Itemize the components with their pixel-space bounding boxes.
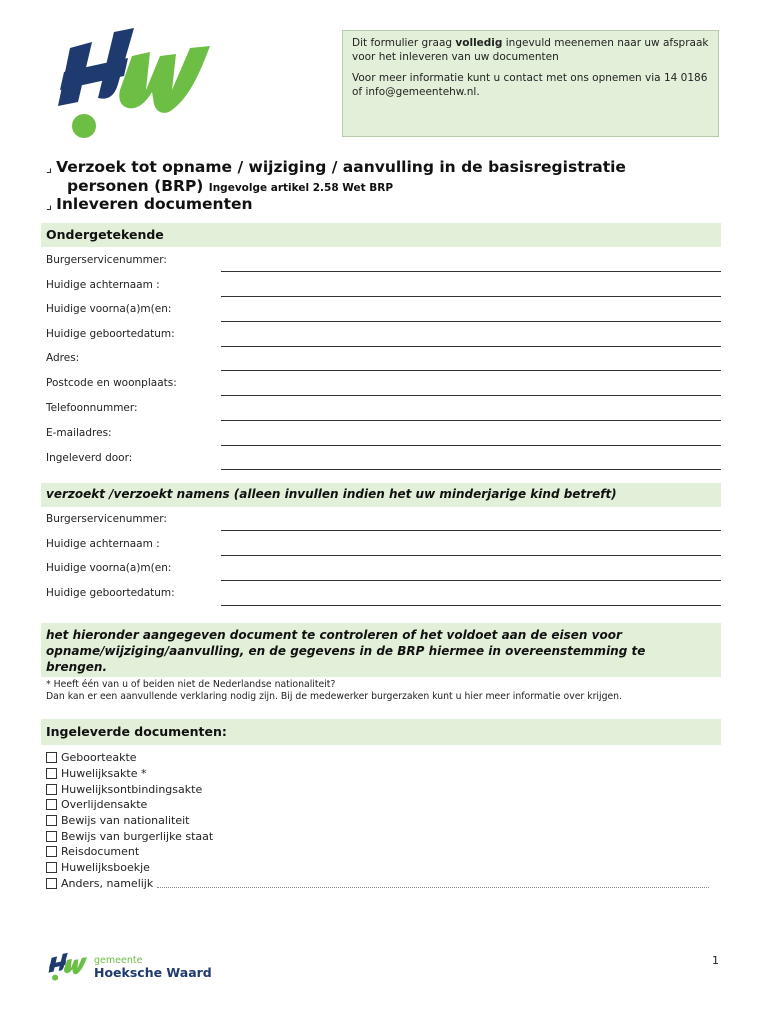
document-option-reisdocument[interactable]: Reisdocument — [46, 844, 709, 860]
checkbox[interactable] — [46, 815, 57, 826]
checkbox[interactable] — [46, 878, 57, 889]
field-input-line[interactable] — [221, 346, 721, 347]
field-label: Telefoonnummer: — [46, 402, 138, 414]
section-header-documenten: Ingeleverde documenten: — [41, 719, 721, 745]
document-option-huwelijksakte[interactable]: Huwelijksakte * — [46, 766, 709, 782]
field-label: E-mailadres: — [46, 427, 112, 439]
field-input-line[interactable] — [221, 420, 721, 421]
info-line-2: Voor meer informatie kunt u contact met ons opnemen via 14 0186 of info@gemeentehw.nl. — [352, 72, 708, 98]
section-header-ondergetekende: Ondergetekende — [41, 223, 721, 247]
title-option-1-cont: personen (BRP) Ingevolge artikel 2.58 Wet BRP — [67, 177, 394, 195]
field-input-line[interactable] — [221, 580, 721, 581]
checkbox[interactable] — [46, 846, 57, 857]
field-input-line[interactable] — [221, 530, 721, 531]
field-label: Huidige achternaam : — [46, 538, 160, 550]
document-option-nationaliteit[interactable]: Bewijs van nationaliteit — [46, 813, 709, 829]
document-option-overlijdensakte[interactable]: Overlijdensakte — [46, 797, 709, 813]
field-input-line[interactable] — [221, 271, 721, 272]
field-input-line[interactable] — [221, 555, 721, 556]
documents-checklist — [46, 750, 709, 891]
info-emphasis: volledig — [455, 37, 503, 49]
document-option-anders[interactable]: Anders, namelijk — [46, 876, 709, 892]
field-label: Postcode en woonplaats: — [46, 377, 177, 389]
field-input-line[interactable] — [221, 370, 721, 371]
footer-logo — [46, 952, 212, 982]
field-input-line[interactable] — [221, 445, 721, 446]
document-option-huwelijksboekje[interactable]: Huwelijksboekje — [46, 860, 709, 876]
checkbox[interactable] — [46, 862, 57, 873]
page-number: 1 — [712, 954, 719, 967]
checkbox[interactable] — [46, 799, 57, 810]
checkbox[interactable] — [46, 752, 57, 763]
section-header-verzoekt: verzoekt /verzoekt namens (alleen invullen indien het uw minderjarige kind betreft) — [41, 483, 721, 507]
checkbox[interactable] — [46, 784, 57, 795]
info-line-1: Dit formulier graag volledig ingevuld meenemen naar uw afspraak voor het inleveren van uw documenten — [352, 37, 709, 63]
footer-name: Hoeksche Waard — [94, 965, 212, 980]
field-label: Burgerservicenummer: — [46, 513, 167, 525]
title-option-2[interactable]: ⌟ Inleveren documenten — [46, 195, 253, 213]
checkbox[interactable] — [46, 831, 57, 842]
footer-gemeente: gemeente — [94, 955, 143, 966]
field-label: Huidige geboortedatum: — [46, 328, 175, 340]
field-label: Adres: — [46, 352, 80, 364]
document-option-burgerlijke-staat[interactable]: Bewijs van burgerlijke staat — [46, 828, 709, 844]
field-label: Burgerservicenummer: — [46, 254, 167, 266]
hw-logo-w — [119, 46, 210, 113]
title-option-1[interactable]: ⌟ Verzoek tot opname / wijziging / aanvulling in de basisregistratie — [46, 158, 626, 176]
info-box — [342, 30, 719, 137]
field-label: Huidige geboortedatum: — [46, 587, 175, 599]
field-label: Huidige voorna(a)m(en: — [46, 562, 172, 574]
field-input-line[interactable] — [221, 395, 721, 396]
hw-logo-dot — [72, 114, 96, 138]
anders-input-line[interactable] — [157, 878, 709, 888]
title-subtitle: Ingevolge artikel 2.58 Wet BRP — [208, 182, 394, 194]
document-option-huwelijksontbindingsakte[interactable]: Huwelijksontbindingsakte — [46, 781, 709, 797]
checkbox[interactable] — [46, 768, 57, 779]
field-input-line[interactable] — [221, 296, 721, 297]
field-label: Huidige voorna(a)m(en: — [46, 303, 172, 315]
checkbox-mark[interactable]: ⌟ — [46, 198, 53, 213]
footer-hw-icon — [46, 952, 88, 982]
checkbox-mark[interactable]: ⌟ — [46, 161, 53, 176]
document-option-geboorteakte[interactable]: Geboorteakte — [46, 750, 709, 766]
nationality-note: * Heeft één van u of beiden niet de Nederlandse nationaliteit? Dan kan er een aanvullende verklaring nodig zijn. Bij de medewerker burgerzaken kunt u hier meer informatie over krijgen. — [46, 679, 623, 702]
field-input-line[interactable] — [221, 321, 721, 322]
section-header-controleren: het hieronder aangegeven document te controleren of het voldoet aan de eisen voor opname/wijziging/aanvulling, en de gegevens in de BRP hiermee in overeenstemming te brengen. — [41, 623, 721, 677]
field-input-line[interactable] — [221, 469, 721, 470]
field-input-line[interactable] — [221, 605, 721, 606]
footer-brand-text — [94, 955, 212, 979]
field-label: Ingeleverd door: — [46, 452, 133, 464]
hw-logo — [48, 28, 214, 140]
field-label: Huidige achternaam : — [46, 279, 160, 291]
